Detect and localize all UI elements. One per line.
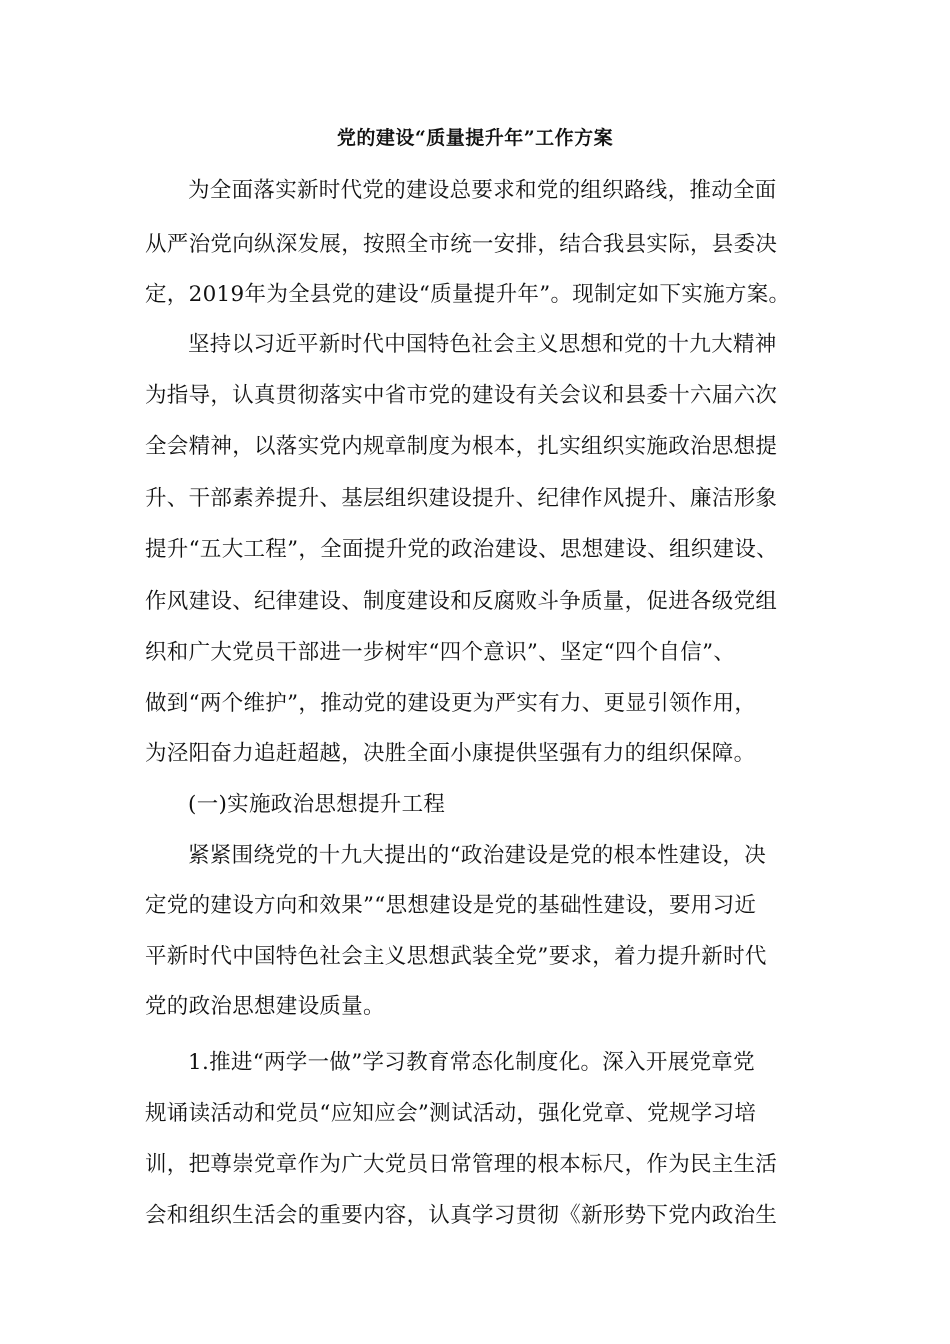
paragraph-4-line-1: 1.推进“两学一做”学习教育常态化制度化。深入开展党章党	[188, 1050, 755, 1075]
document-title: 党的建设“质量提升年”工作方案	[336, 127, 614, 149]
paragraph-4-line-2: 规诵读活动和党员“应知应会”测试活动，强化党章、党规学习培	[145, 1101, 757, 1126]
paragraph-1-line-3: 定，2019年为全县党的建设“质量提升年”。现制定如下实施方案。	[145, 282, 791, 307]
paragraph-2-line-1: 坚持以习近平新时代中国特色社会主义思想和党的十九大精神	[188, 332, 777, 357]
paragraph-4-line-3: 训，把尊崇党章作为广大党员日常管理的根本标尺，作为民主生活	[145, 1152, 778, 1177]
paragraph-1-line-1: 为全面落实新时代党的建设总要求和党的组织路线，推动全面	[188, 178, 777, 203]
paragraph-3-line-1: 紧紧围绕党的十九大提出的“政治建设是党的根本性建设，决	[188, 843, 767, 868]
paragraph-2-line-7: 织和广大党员干部进一步树牢“四个意识”、坚定“四个自信”、	[145, 640, 736, 665]
section-heading: (一)实施政治思想提升工程	[188, 792, 446, 817]
paragraph-2-line-8: 做到“两个维护”，推动党的建设更为严实有力、更显引领作用，	[145, 691, 757, 716]
paragraph-3-line-3: 平新时代中国特色社会主义思想武装全党”要求，着力提升新时代	[145, 944, 767, 969]
paragraph-3-line-2: 定党的建设方向和效果”“思想建设是党的基础性建设，要用习近	[145, 893, 757, 918]
paragraph-2-line-2: 为指导，认真贯彻落实中省市党的建设有关会议和县委十六届六次	[145, 383, 778, 408]
paragraph-1-line-2: 从严治党向纵深发展，按照全市统一安排，结合我县实际，县委决	[145, 232, 778, 257]
paragraph-2-line-3: 全会精神，以落实党内规章制度为根本，扎实组织实施政治思想提	[145, 434, 778, 459]
paragraph-4-line-4: 会和组织生活会的重要内容，认真学习贯彻《新形势下党内政治生	[145, 1203, 778, 1228]
paragraph-2-line-9: 为泾阳奋力追赶超越，决胜全面小康提供坚强有力的组织保障。	[145, 741, 756, 766]
paragraph-2-line-5: 提升“五大工程”，全面提升党的政治建设、思想建设、组织建设、	[145, 537, 778, 562]
paragraph-2-line-4: 升、干部素养提升、基层组织建设提升、纪律作风提升、廉洁形象	[145, 486, 778, 511]
paragraph-3-line-4: 党的政治思想建设质量。	[145, 994, 385, 1019]
paragraph-2-line-6: 作风建设、纪律建设、制度建设和反腐败斗争质量，促进各级党组	[145, 589, 778, 614]
